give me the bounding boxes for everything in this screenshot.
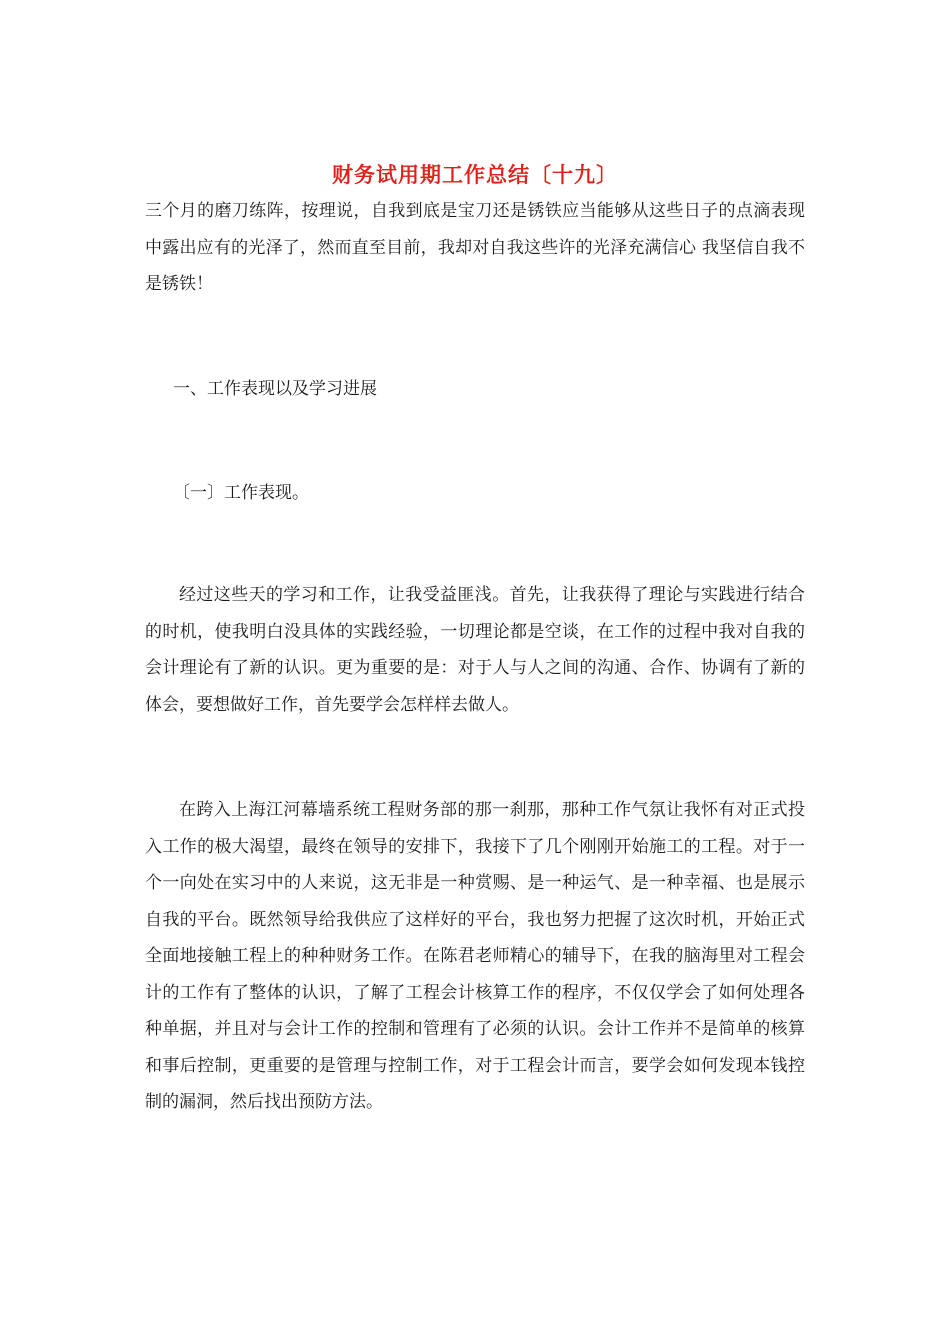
section-heading: 一、工作表现以及学习进展: [173, 379, 377, 399]
document-title: 财务试用期工作总结〔十九〕: [332, 162, 618, 188]
subsection-heading: 〔一〕工作表现。: [173, 483, 309, 503]
body-paragraph-1: 经过这些天的学习和工作，让我受益匪浅。首先，让我获得了理论与实践进行结合的时机，使我明白没具体的实践经验，一切理论都是空谈，在工作的过程中我对自我的会计理论有了新的认识。更为重要的是：对于人与人之间的沟通、合作、协调有了新的体会，要想做好工作，首先要学会怎样样去做人。: [145, 585, 805, 715]
intro-paragraph: 三个月的磨刀练阵，按理说，自我到底是宝刀还是锈铁应当能够从这些日子的点滴表现中露出应有的光泽了，然而直至目前，我却对自我这些许的光泽充满信心 我坚信自我不是锈铁！: [145, 201, 805, 294]
body-paragraph-2: 在跨入上海江河幕墙系统工程财务部的那一刹那，那种工作气氛让我怀有对正式投入工作的极大渴望，最终在领导的安排下，我接下了几个刚刚开始施工的工程。对于一个一向处在实习中的人来说，这无非是一种赏赐、是一种运气、是一种幸福、也是展示自我的平台。既然领导给我供应了这样好的平台，我也努力把握了这次时机，开始正式全面地接触工程上的种种财务工作。在陈君老师精心的辅导下，在我的脑海里对工程会计的工作有了整体的认识，了解了工程会计核算工作的程序，不仅仅学会了如何处理各种单据，并且对与会计工作的控制和管理有了必须的认识。会计工作并不是简单的核算和事后控制，更重要的是管理与控制工作，对于工程会计而言，要学会如何发现本钱控制的漏洞，然后找出预防方法。: [145, 800, 805, 1112]
